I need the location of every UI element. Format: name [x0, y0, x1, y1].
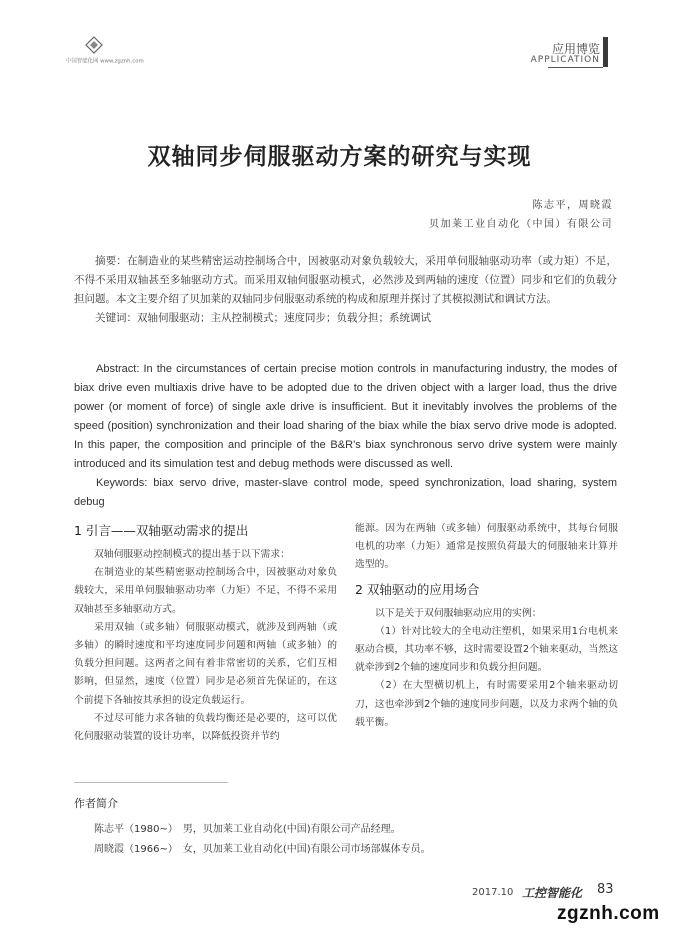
section-bar — [603, 37, 608, 67]
section-label-cn: 应用博览 — [551, 42, 600, 56]
section-1-continuation: 能源。因为在两轴（或多轴）伺服驱动系统中，其每台伺服电机的功率（力矩）通常是按照负荷最大的伺服轴来计算并选型的。 — [355, 523, 618, 571]
left-column — [74, 522, 337, 746]
logo-text: 中国智能化网 www.zgznh.com — [66, 57, 144, 65]
author-intro-rule — [74, 782, 228, 783]
keywords-en: Keywords: biax servo drive, master-slave control mode, speed synchronization, load sharing, system debug — [74, 477, 617, 508]
article-title: 双轴同步伺服驱动方案的研究与实现 — [147, 143, 532, 170]
section-label-en: APPLICATION — [530, 55, 600, 65]
site-watermark: zgznh.com — [557, 903, 660, 924]
section-2-paragraph: （1）针对比较大的全电动注塑机，如果采用1台电机来驱动合模，其功率不够，这时需要设置2个轴来驱动，当然这就牵涉到2个轴的速度同步和负载分担问题。 — [355, 625, 618, 674]
article-authors: 陈志平，周晓霞 — [532, 200, 613, 211]
right-column — [355, 520, 618, 732]
author-intro-heading: 作者简介 — [74, 797, 118, 810]
header-rule — [548, 67, 603, 68]
author-bio: 周晓霞（1966~） 女，贝加莱工业自动化(中国)有限公司市场部媒体专员。 — [94, 844, 431, 855]
abstract-cn: 摘要：在制造业的某些精密运动控制场合中，因被驱动对象负载较大，采用单伺服轴驱动功率（或力矩）不足，不得不采用双轴甚至多轴驱动方式。而采用双轴伺服驱动模式，必然涉及到两轴的速度（位置）同步和它们的负载分担问题。本文主要介绍了贝加莱的双轴同步伺服驱动系统的构成和原理并探讨了其模拟测试和调试方法。 — [74, 255, 617, 305]
section-1-paragraph: 采用双轴（或多轴）伺服驱动模式，就涉及到两轴（或多轴）的瞬时速度和平均速度同步问题和两轴（或多轴）的负载分担问题。这两者之间有着非常密切的关系，它们互相影响，但显然，速度（位置）同步是必须首先保证的，在这个前提下各轴按其承担的设定负载运行。 — [74, 621, 337, 706]
logo-mark-icon — [84, 36, 104, 54]
abstract-cn-block — [74, 252, 617, 328]
section-2-paragraph: 以下是关于双伺服轴驱动应用的实例： — [375, 607, 542, 619]
abstract-en: Abstract: In the circumstances of certain precise motion controls in manufacturing industry, the modes of biax drive even multiaxis drive have to be adopted due to the driven object with a larger load, thus the drive power (or moment of force) of single axle drive is insufficient. But it inevitably involves the problems of the speed (position) synchronization and their load sharing of the biax while the biax servo drive mode is adopted. In this paper, the composition and principle of the B&R’s biax synchronous servo drive system were mainly introduced and its simulation test and debug methods were discussed as well. — [74, 363, 617, 470]
section-2-heading: 2 双轴驱动的应用场合 — [355, 581, 480, 597]
section-1-heading: 1 引言——双轴驱动需求的提出 — [74, 523, 249, 538]
magazine-logo — [66, 36, 144, 66]
issue-date: 2017.10 — [472, 887, 514, 898]
abstract-en-block — [74, 360, 617, 512]
author-bio: 陈志平（1980~） 男，贝加莱工业自动化(中国)有限公司产品经理。 — [94, 824, 401, 835]
page-number: 83 — [597, 882, 614, 897]
section-1-paragraph: 不过尽可能力求各轴的负载均衡还是必要的，这可以优化伺服驱动装置的设计功率，以降低投资并节约 — [74, 712, 337, 743]
section-1-paragraph: 双轴伺服驱动控制模式的提出基于以下需求： — [94, 549, 290, 560]
magazine-brand: 工控智能化 — [522, 886, 583, 900]
article-affiliation: 贝加莱工业自动化（中国）有限公司 — [429, 219, 613, 230]
section-1-paragraph: 在制造业的某些精密驱动控制场合中，因被驱动对象负载较大，采用单伺服轴驱动功率（力矩）不足，不得不采用双轴甚至多轴驱动方式。 — [74, 567, 337, 615]
section-2-paragraph: （2）在大型横切机上，有时需要采用2个轴来驱动切刀，这也牵涉到2个轴的速度同步问题，以及力求两个轴的负载平衡。 — [355, 680, 618, 728]
keywords-cn: 关键词：双轴伺服驱动；主从控制模式；速度同步；负载分担；系统调试 — [95, 312, 431, 324]
